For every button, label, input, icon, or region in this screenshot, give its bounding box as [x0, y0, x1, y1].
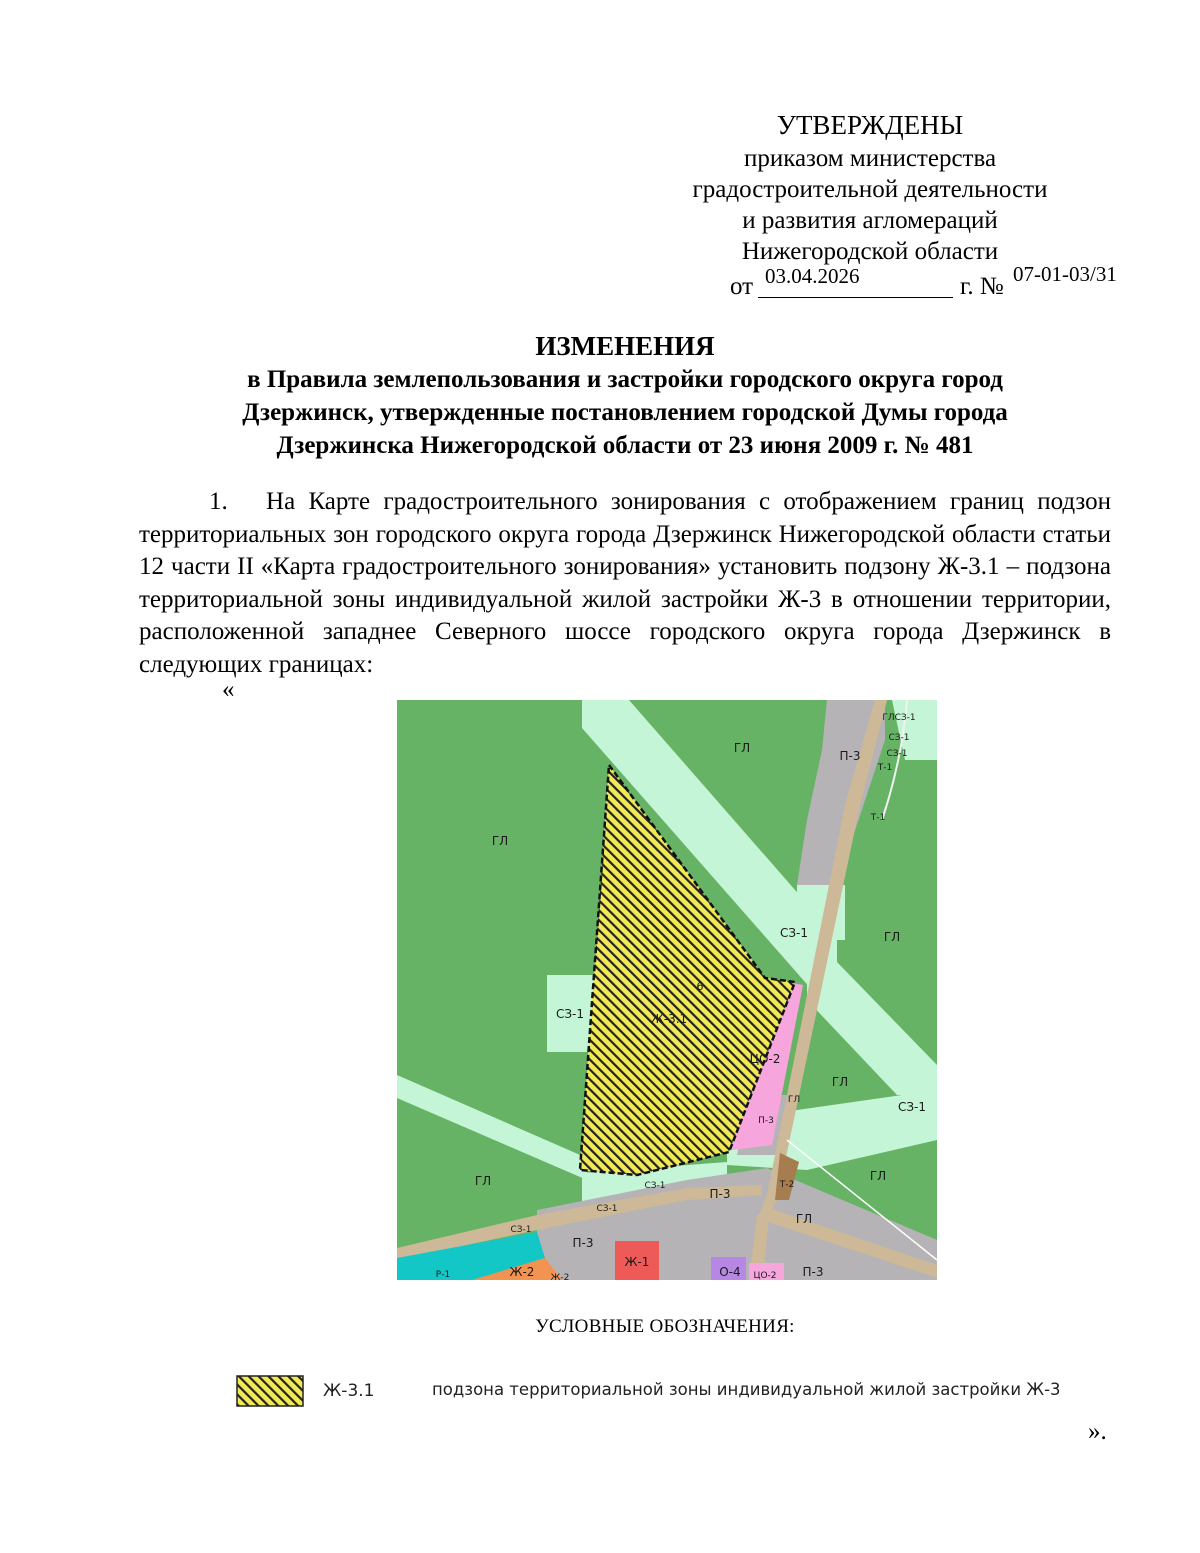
quote-close: ». [1088, 1418, 1107, 1445]
zoning-map [397, 700, 937, 1280]
map-label-six: 6 [696, 980, 704, 993]
map-label-zh1: Ж-1 [624, 1255, 650, 1269]
map-label-t1-b: Т-1 [870, 813, 886, 823]
quote-open: « [222, 676, 235, 703]
map-label-t1-a: Т-1 [877, 763, 893, 773]
map-label-sz1-left: СЗ-1 [555, 1007, 585, 1021]
legend-title: УСЛОВНЫЕ ОБОЗНАЧЕНИЯ: [535, 1316, 795, 1337]
map-label-gl-bottom-left: ГЛ [474, 1174, 492, 1188]
from-label: от [730, 273, 754, 300]
document-subtitle-line-2: Дзержинск, утвержденные постановлением городской Думы города [242, 399, 1008, 426]
approval-block [620, 110, 1120, 301]
map-label-gl-sz1-top-right: ГЛСЗ-1 [882, 713, 916, 723]
approval-line-1: приказом министерства [743, 145, 997, 172]
map-label-gl-right: ГЛ [883, 930, 901, 944]
approval-line-2: градостроительной деятельности [692, 176, 1048, 203]
approval-date: 03.04.2026 [765, 264, 860, 288]
map-label-r1: Р-1 [435, 1270, 451, 1280]
date-underline [758, 297, 953, 298]
map-label-co2: ЦО-2 [749, 1052, 781, 1066]
main-paragraph: 1. На Карте градостроительного зонирования с отображением границ подзон территориальных зон городского округа города Дзержинск Нижегородской области статьи 12 части II «Карта градостроительного зонирования» установить подзону Ж-3.1 – подзона территориальной зоны индивидуальной жилой застройки Ж-3 в отношении территории, расположенной западнее Северного шоссе городского округа города Дзержинск в следующих границах: [139, 488, 1111, 678]
map-label-sz1-right-upper: СЗ-1 [779, 926, 809, 940]
map-label-sz1-bottom-b: СЗ-1 [596, 1204, 618, 1214]
map-label-co2-small: ЦО-2 [753, 1271, 777, 1280]
map-label-p3-bottom-left: П-3 [572, 1236, 594, 1250]
document-title: ИЗМЕНЕНИЯ [535, 331, 715, 361]
map-label-p3-center: П-3 [709, 1187, 731, 1201]
map-label-gl-mid: ГЛ [831, 1075, 849, 1089]
map-label-sz1-top-right-3: СЗ-1 [886, 749, 908, 759]
approval-number: 07-01-03/31 [1013, 262, 1117, 286]
document-subtitle-line-3: Дзержинска Нижегородской области от 23 июня 2009 г. № 481 [276, 432, 974, 459]
map-label-gl-bottom-right: ГЛ [869, 1169, 887, 1183]
map-label-zh-3-1: Ж-3.1 [650, 1012, 688, 1026]
map-label-t2: Т-2 [779, 1180, 795, 1190]
map-label-gl-top: ГЛ [733, 741, 751, 755]
map-label-gl-small: ГЛ [787, 1095, 801, 1105]
map-label-p3-mid: П-3 [758, 1116, 774, 1126]
legend-description: подзона территориальной зоны индивидуальной жилой застройки Ж-3 [432, 1380, 1061, 1399]
map-label-p3-bottom-right: П-3 [802, 1265, 824, 1279]
map-label-gl-bottom: ГЛ [795, 1212, 813, 1226]
map-label-zh2: Ж-2 [509, 1265, 535, 1279]
map-label-gl-left: ГЛ [491, 834, 509, 848]
map-label-sz1-bottom-c: СЗ-1 [510, 1225, 532, 1235]
map-label-sz1-top-right-2: СЗ-1 [888, 733, 910, 743]
map-label-sz1-bottom-a: СЗ-1 [644, 1181, 666, 1191]
approval-line-3: и развития агломераций [742, 207, 998, 234]
year-number-label: г. № [960, 273, 1004, 300]
approval-line-4: Нижегородской области [741, 238, 999, 265]
map-label-o4: О-4 [719, 1265, 741, 1279]
approval-date-line [620, 262, 1120, 301]
document-subtitle-line-1: в Правила землепользования и застройки городского округа город [247, 366, 1003, 393]
map-label-sz1-right-lower: СЗ-1 [897, 1100, 927, 1114]
map-label-zh2-small: Ж-2 [550, 1273, 570, 1280]
document-title-block [120, 330, 1130, 462]
approval-title: УТВЕРЖДЕНЫ [776, 110, 964, 140]
legend-code: Ж-3.1 [323, 1381, 375, 1401]
legend-hatch-swatch [236, 1375, 304, 1407]
map-label-p3-top: П-3 [839, 749, 861, 763]
